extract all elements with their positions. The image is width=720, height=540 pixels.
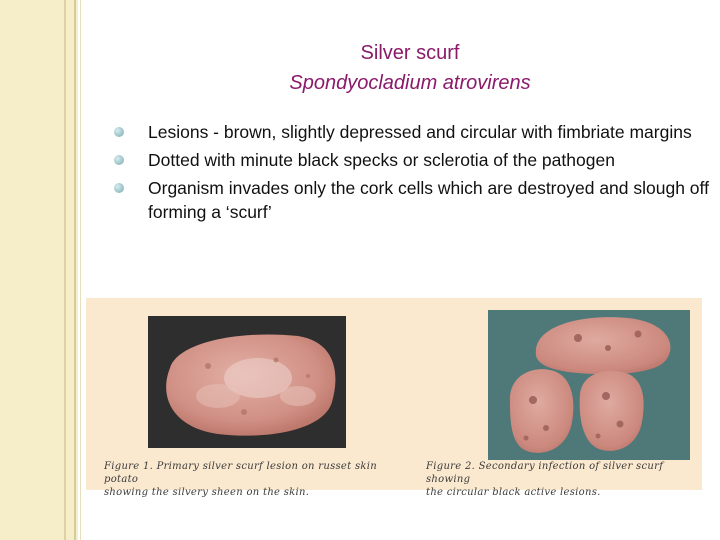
- slide-title-block: [170, 38, 650, 98]
- figure-2-caption-line: the circular black active lesions.: [426, 487, 601, 498]
- silver-scurf-potatoes-image: [488, 310, 690, 460]
- bullet-icon: [114, 183, 124, 193]
- figure-panel: [86, 298, 702, 498]
- figure-1-caption: [104, 460, 404, 499]
- slide-title: Silver scurf: [360, 42, 460, 64]
- slide-subtitle: Spondyocladium atrovirens: [289, 72, 531, 94]
- figure-2-caption: [426, 460, 696, 499]
- bullet-text: Dotted with minute black specks or sclerotia of the pathogen: [148, 150, 615, 170]
- potato-photo-1: [148, 316, 346, 448]
- bullet-icon: [114, 155, 124, 165]
- bullet-text: Lesions - brown, slightly depressed and circular with fimbriate margins: [148, 122, 692, 142]
- left-border-line: [64, 0, 66, 540]
- potato-photo-2: [488, 310, 690, 460]
- bullet-item: [114, 176, 714, 224]
- bullet-item: [114, 120, 714, 144]
- bullet-item: [114, 148, 714, 172]
- figure-1-caption-line: showing the silvery sheen on the skin.: [104, 487, 310, 498]
- figure-1-caption-line: Figure 1. Primary silver scurf lesion on russet skin potato: [104, 461, 377, 485]
- bullet-list: [114, 120, 714, 228]
- left-border-band: [0, 0, 78, 540]
- left-border-line: [74, 0, 76, 540]
- russet-potato-image: [148, 316, 346, 448]
- figure-2-caption-line: Figure 2. Secondary infection of silver scurf showing: [426, 461, 664, 485]
- left-border-line: [80, 0, 81, 540]
- bullet-text: Organism invades only the cork cells which are destroyed and slough off forming a ‘scurf’: [148, 178, 709, 222]
- bullet-icon: [114, 127, 124, 137]
